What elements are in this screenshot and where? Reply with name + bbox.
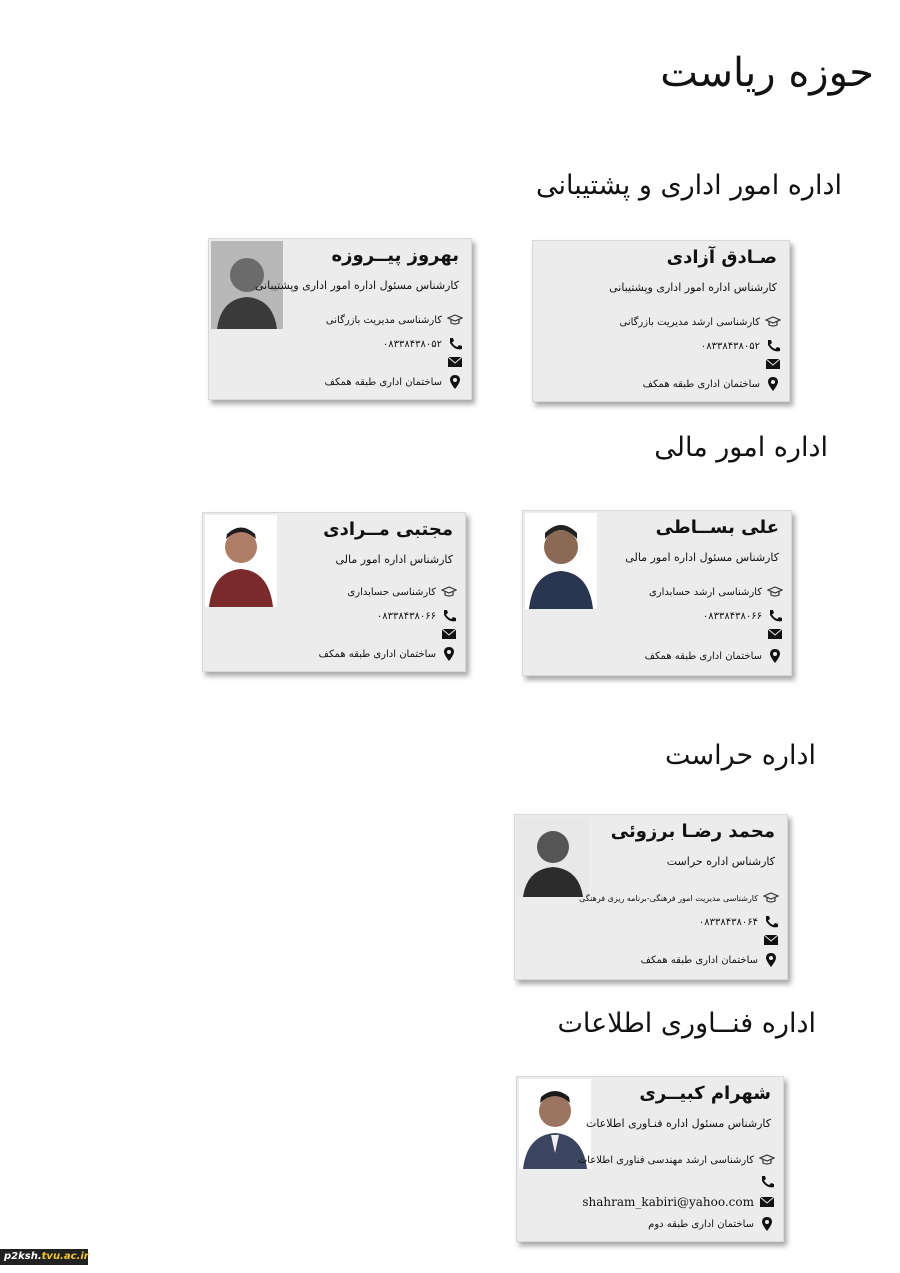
staff-location: ساختمان اداری طبقه همکف	[644, 650, 762, 662]
location-row	[325, 375, 463, 389]
degree-row	[326, 313, 463, 327]
map-pin-icon	[441, 647, 457, 661]
staff-location: ساختمان اداری طبقه همکف	[642, 378, 760, 390]
location-row	[645, 649, 783, 663]
map-pin-icon	[447, 375, 463, 389]
staff-role: کارشناس اداره حراست	[666, 855, 775, 868]
email-row	[582, 1195, 775, 1209]
location-row	[648, 1217, 775, 1231]
section-title-admin: اداره امور اداری و پشتیبانی	[535, 170, 842, 201]
section-title-finance: اداره امور مالی	[654, 432, 828, 463]
graduation-cap-icon	[759, 1153, 775, 1167]
staff-name: بهروز پیــروزه	[331, 245, 459, 266]
staff-card-mohammadreza	[514, 814, 788, 980]
staff-name: صـادق آزادی	[666, 247, 777, 268]
email-row	[760, 357, 781, 371]
staff-location: ساختمان اداری طبقه همکف	[318, 648, 436, 660]
map-pin-icon	[763, 953, 779, 967]
graduation-cap-icon	[447, 313, 463, 327]
phone-icon	[765, 339, 781, 353]
staff-phone: ۰۸۳۳۸۴۳۸۰۵۲	[700, 340, 760, 352]
envelope-icon	[765, 357, 781, 371]
staff-card-shahram	[516, 1076, 784, 1242]
graduation-cap-icon	[441, 585, 457, 599]
phone-icon	[767, 609, 783, 623]
map-pin-icon	[767, 649, 783, 663]
staff-phone: ۰۸۳۳۸۴۳۸۰۶۴	[698, 916, 758, 928]
staff-phone: ۰۸۳۳۸۴۳۸۰۶۶	[376, 610, 436, 622]
phone-row	[703, 609, 783, 623]
phone-row	[699, 915, 779, 929]
staff-photo	[525, 513, 597, 609]
email-row	[762, 627, 783, 641]
phone-row	[754, 1175, 775, 1189]
envelope-icon	[447, 355, 463, 369]
staff-name: شهرام کبیــری	[639, 1083, 771, 1104]
staff-role: کارشناس اداره امور اداری وپشتیبانی	[609, 281, 777, 294]
location-row	[641, 953, 779, 967]
location-row	[319, 647, 457, 661]
staff-card-ali	[522, 510, 792, 676]
graduation-cap-icon	[765, 315, 781, 329]
staff-role: کارشناس مسئول اداره امور اداری وپشتیبانی	[254, 279, 459, 292]
degree-row	[620, 315, 782, 329]
staff-card-mojtaba	[202, 512, 466, 672]
staff-role: کارشناس مسئول اداره امور مالی	[625, 551, 779, 564]
degree-row	[579, 891, 779, 905]
map-pin-icon	[765, 377, 781, 391]
staff-degree: کارشناسی ارشد مدیریت بازرگانی	[619, 316, 760, 328]
degree-row	[347, 585, 457, 599]
staff-location: ساختمان اداری طبقه همکف	[640, 954, 758, 966]
phone-row	[383, 337, 463, 351]
section-title-security: اداره حراست	[664, 740, 816, 771]
staff-photo	[517, 817, 589, 897]
staff-name: مجتبی مــرادی	[323, 519, 453, 540]
staff-degree: کارشناسی ارشد مهندسی فناوری اطلاعات	[577, 1154, 754, 1166]
staff-phone: ۰۸۳۳۸۴۳۸۰۵۲	[382, 338, 442, 350]
staff-card-behrouz	[208, 238, 472, 400]
section-title-it: اداره فنــاوری اطلاعات	[557, 1008, 816, 1039]
phone-icon	[447, 337, 463, 351]
staff-card-sadegh	[532, 240, 790, 402]
phone-icon	[441, 609, 457, 623]
staff-location: ساختمان اداری طبقه دوم	[648, 1218, 754, 1230]
graduation-cap-icon	[763, 891, 779, 905]
degree-row	[578, 1153, 775, 1167]
phone-icon	[759, 1175, 775, 1189]
email-row	[436, 627, 457, 641]
page-title: حوزه ریاست	[660, 50, 874, 96]
phone-icon	[763, 915, 779, 929]
email-row	[442, 355, 463, 369]
staff-degree: کارشناسی مدیریت بازرگانی	[325, 314, 442, 326]
location-row	[643, 377, 781, 391]
staff-location: ساختمان اداری طبقه همکف	[324, 376, 442, 388]
phone-row	[377, 609, 457, 623]
staff-role: کارشناس اداره امور مالی	[335, 553, 453, 566]
site-badge-prefix: p2ksh.	[4, 1251, 42, 1262]
staff-phone: ۰۸۳۳۸۴۳۸۰۶۶	[702, 610, 762, 622]
email-row	[758, 933, 779, 947]
staff-photo	[205, 515, 277, 607]
degree-row	[649, 585, 783, 599]
phone-row	[701, 339, 781, 353]
site-badge[interactable]	[0, 1249, 88, 1265]
envelope-icon	[441, 627, 457, 641]
staff-name: علی بســاطی	[655, 517, 779, 538]
envelope-icon	[763, 933, 779, 947]
envelope-icon	[767, 627, 783, 641]
graduation-cap-icon	[767, 585, 783, 599]
staff-degree: کارشناسی مدیریت امور فرهنگی-برنامه ریزی فرهنگی	[579, 893, 758, 903]
staff-email[interactable]: shahram_kabiri@yahoo.com	[582, 1195, 754, 1209]
staff-role: کارشناس مسئول اداره فنـاوری اطلاعات	[585, 1117, 771, 1130]
envelope-icon	[759, 1195, 775, 1209]
staff-degree: کارشناسی ارشد حسابداری	[648, 586, 762, 598]
staff-degree: کارشناسی حسابداری	[347, 586, 436, 598]
map-pin-icon	[759, 1217, 775, 1231]
staff-name: محمد رضـا برزوئی	[610, 821, 775, 842]
site-badge-domain: tvu.ac.ir	[41, 1251, 89, 1262]
